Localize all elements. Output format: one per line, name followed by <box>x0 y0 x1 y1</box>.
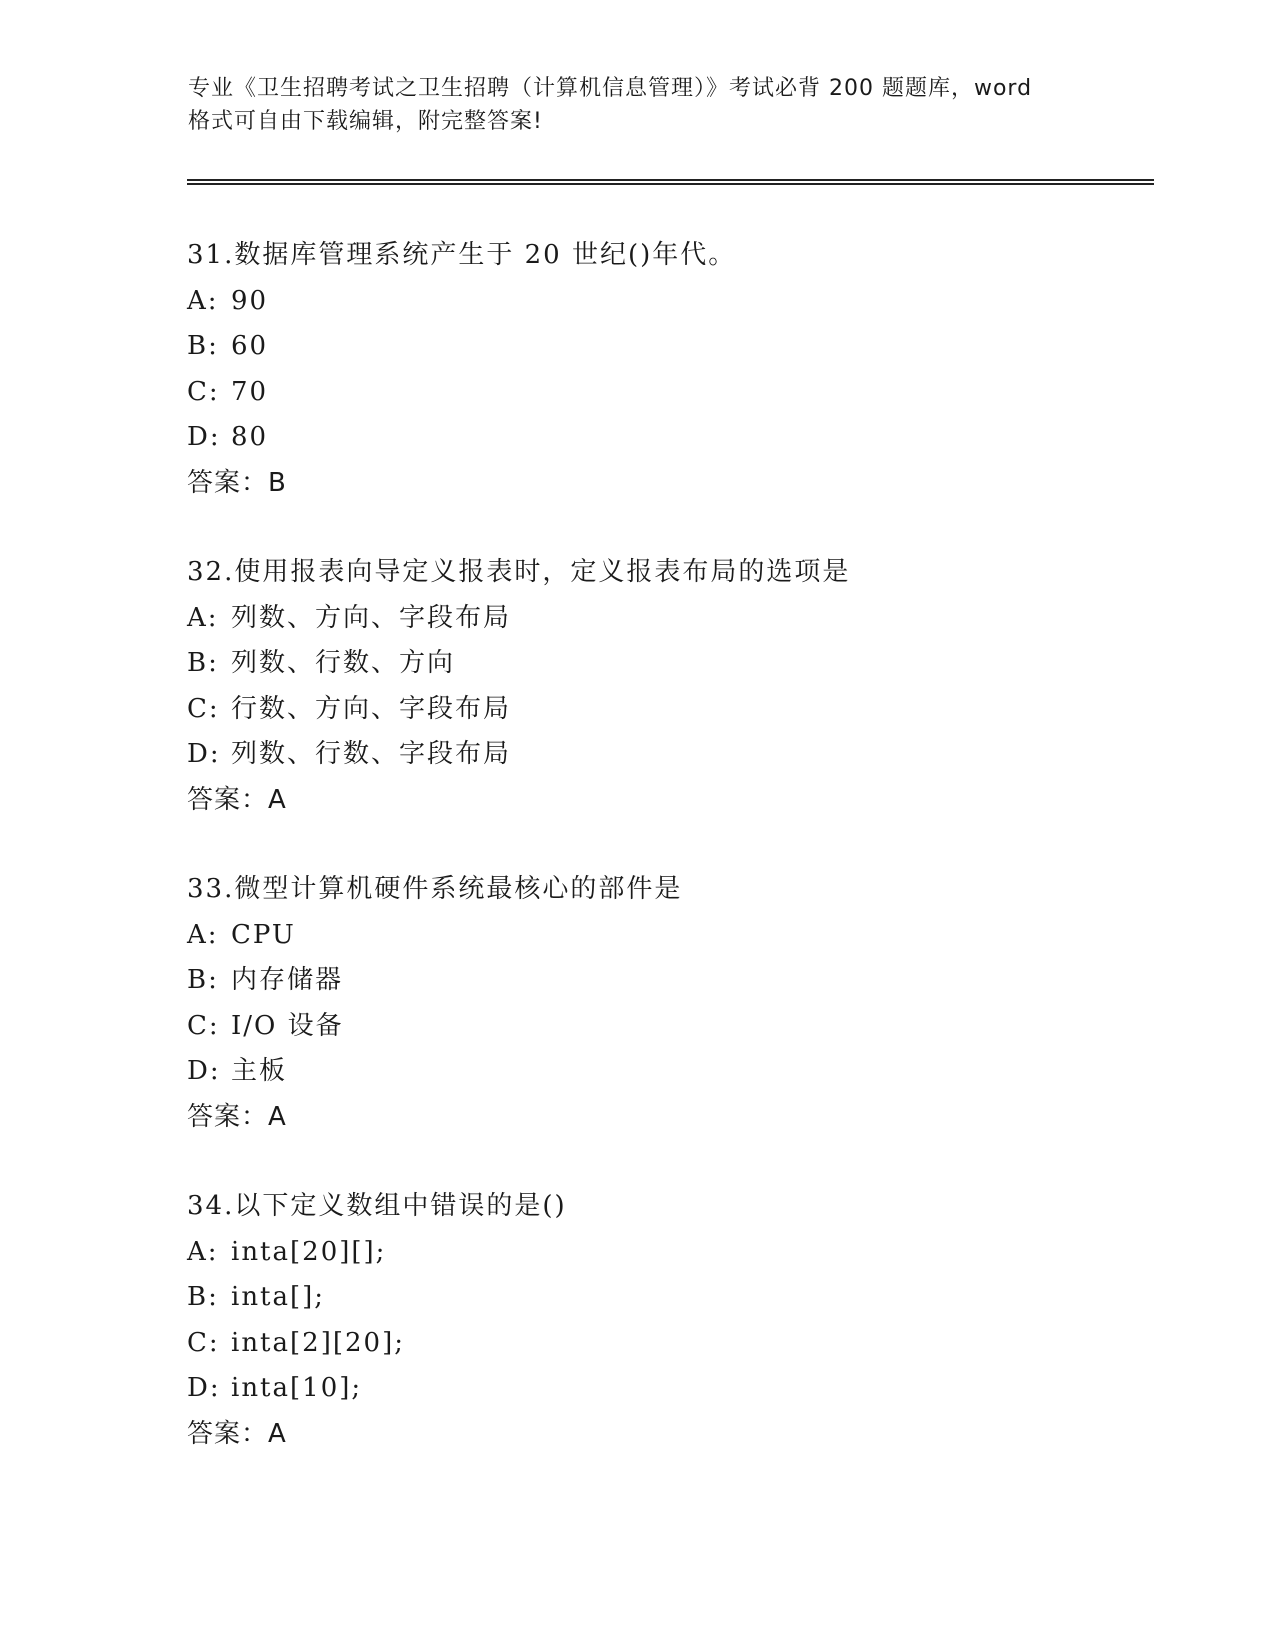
option-c <box>187 1321 1147 1367</box>
option-d <box>187 1366 1147 1412</box>
question-33 <box>187 867 1147 1140</box>
option-text: 90 <box>231 285 269 316</box>
option-letter: B: <box>187 1282 219 1312</box>
option-b <box>187 958 1147 1004</box>
option-text: 列数、方向、字段布局 <box>231 602 512 633</box>
option-text: 主板 <box>231 1056 288 1086</box>
option-d <box>187 1049 1147 1095</box>
question-31 <box>187 233 1147 506</box>
option-text: 列数、行数、方向 <box>231 648 456 678</box>
option-a <box>187 279 1147 325</box>
option-letter: D: <box>187 422 221 452</box>
option-text: 80 <box>231 422 269 452</box>
option-a <box>187 596 1147 642</box>
option-text: inta[10]; <box>231 1373 363 1403</box>
answer-line: 答案：A <box>187 1101 287 1132</box>
header-line-1: 专业《卫生招聘考试之卫生招聘（计算机信息管理）》考试必背 200 题题库，word <box>188 76 1033 101</box>
option-text: inta[2][20]; <box>231 1327 405 1358</box>
question-32 <box>187 550 1147 823</box>
option-d <box>187 415 1147 461</box>
option-letter: C: <box>187 376 220 407</box>
option-a <box>187 913 1147 959</box>
option-letter: C: <box>187 1327 220 1358</box>
question-34 <box>187 1184 1147 1457</box>
option-c <box>187 687 1147 733</box>
option-letter: D: <box>187 1056 221 1086</box>
option-letter: D: <box>187 739 221 769</box>
option-c <box>187 370 1147 416</box>
option-c <box>187 1004 1147 1050</box>
option-text: 60 <box>231 331 269 361</box>
option-b <box>187 324 1147 370</box>
option-text: CPU <box>231 919 296 950</box>
option-letter: C: <box>187 693 220 724</box>
option-letter: B: <box>187 331 219 361</box>
option-a <box>187 1230 1147 1276</box>
header-divider <box>187 179 1154 185</box>
option-d <box>187 732 1147 778</box>
option-b <box>187 641 1147 687</box>
option-text: 行数、方向、字段布局 <box>231 693 512 724</box>
option-text: 70 <box>231 376 269 407</box>
option-text: 列数、行数、字段布局 <box>231 739 512 769</box>
question-stem: 31.数据库管理系统产生于 20 世纪()年代。 <box>187 240 737 270</box>
answer-line: 答案：B <box>187 467 287 498</box>
option-letter: A: <box>187 919 219 950</box>
option-text: inta[20][]; <box>231 1236 387 1267</box>
question-stem: 32.使用报表向导定义报表时，定义报表布局的选项是 <box>187 557 851 587</box>
option-letter: B: <box>187 648 219 678</box>
option-letter: D: <box>187 1373 221 1403</box>
option-text: 内存储器 <box>231 965 344 995</box>
question-stem: 33.微型计算机硬件系统最核心的部件是 <box>187 874 683 904</box>
answer-line: 答案：A <box>187 1418 287 1449</box>
answer-line: 答案：A <box>187 784 287 815</box>
document-header <box>188 72 1088 138</box>
question-list <box>187 233 1147 1501</box>
option-text: I/O 设备 <box>231 1010 344 1041</box>
option-letter: A: <box>187 602 219 633</box>
option-b <box>187 1275 1147 1321</box>
option-letter: B: <box>187 965 219 995</box>
header-line-2: 格式可自由下载编辑，附完整答案! <box>188 109 543 134</box>
option-letter: A: <box>187 1236 219 1267</box>
question-stem: 34.以下定义数组中错误的是() <box>187 1191 567 1221</box>
option-letter: C: <box>187 1010 220 1041</box>
option-letter: A: <box>187 285 219 316</box>
option-text: inta[]; <box>231 1282 326 1312</box>
